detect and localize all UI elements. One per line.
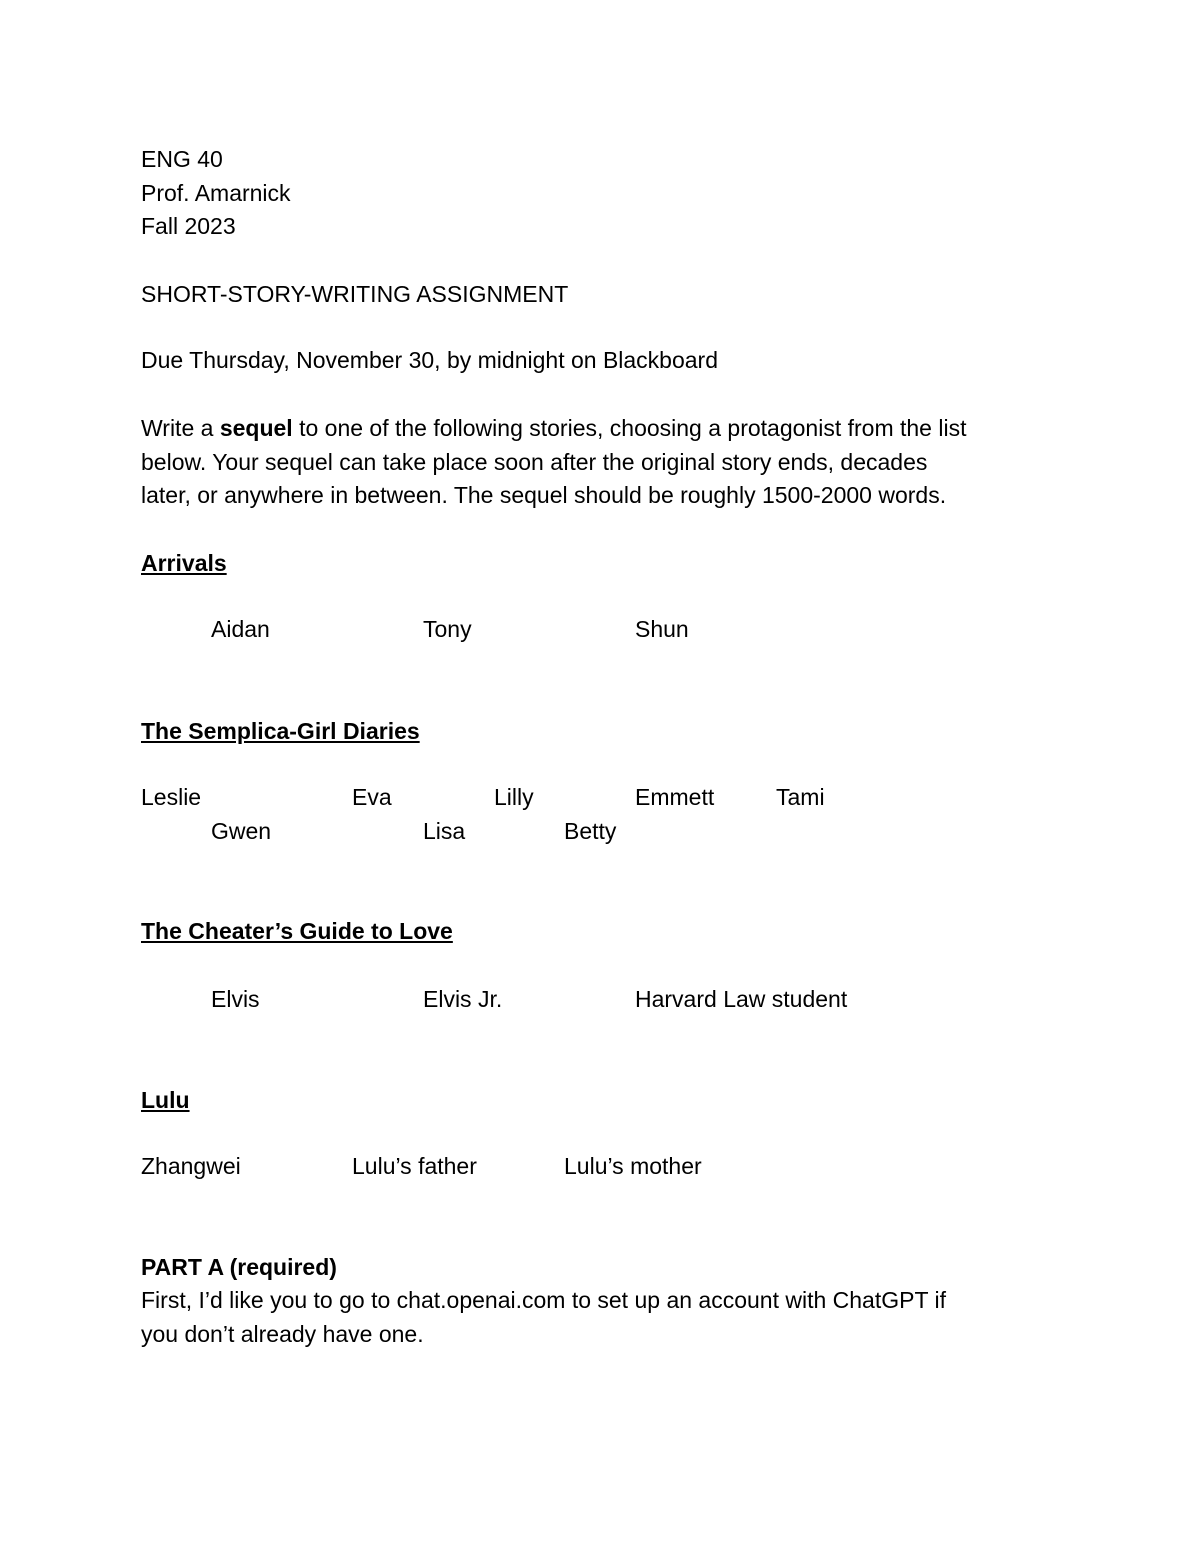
- character-name: Betty: [564, 818, 617, 844]
- character-name: Tony: [423, 616, 472, 642]
- character-name: Emmett: [635, 784, 715, 810]
- sequel-emphasis: sequel: [219, 415, 293, 441]
- character-name: Shun: [635, 616, 689, 642]
- part-a-title: PART A (required): [141, 1254, 337, 1280]
- intro-text: Write a: [141, 415, 220, 441]
- story-title-cheaters-guide-to-love: The Cheater’s Guide to Love: [141, 918, 453, 944]
- intro-line-3: later, or anywhere in between. The sequel should be roughly 1500-2000 words.: [141, 482, 947, 508]
- character-name: Elvis Jr.: [423, 986, 503, 1012]
- assignment-title: SHORT-STORY-WRITING ASSIGNMENT: [141, 281, 569, 307]
- story-title-lulu: Lulu: [141, 1087, 190, 1113]
- intro-text: to one of the following stories, choosing a protagonist from the list: [292, 415, 967, 441]
- character-name: Lulu’s mother: [564, 1153, 702, 1179]
- part-a-line-1: First, I’d like you to go to chat.openai.com to set up an account with ChatGPT if: [141, 1287, 946, 1313]
- intro-line-1: [141, 413, 966, 443]
- character-name: Lisa: [423, 818, 466, 844]
- character-name: Tami: [776, 784, 825, 810]
- story-title-semplica-girl-diaries: The Semplica-Girl Diaries: [141, 718, 420, 744]
- character-name: Gwen: [211, 818, 272, 844]
- character-name: Aidan: [211, 616, 270, 642]
- character-name: Lulu’s father: [352, 1153, 477, 1179]
- course-name: ENG 40: [141, 146, 223, 172]
- due-date: Due Thursday, November 30, by midnight on Blackboard: [141, 347, 719, 373]
- character-name: Eva: [352, 784, 392, 810]
- character-name: Lilly: [494, 784, 534, 810]
- character-name: Zhangwei: [141, 1153, 241, 1179]
- character-name: Leslie: [141, 784, 202, 810]
- character-name: Harvard Law student: [635, 986, 848, 1012]
- intro-line-2: below. Your sequel can take place soon after the original story ends, decades: [141, 449, 928, 475]
- story-title-arrivals: Arrivals: [141, 550, 227, 576]
- term: Fall 2023: [141, 213, 236, 239]
- character-name: Elvis: [211, 986, 260, 1012]
- part-a-line-2: you don’t already have one.: [141, 1321, 424, 1347]
- professor-name: Prof. Amarnick: [141, 180, 291, 206]
